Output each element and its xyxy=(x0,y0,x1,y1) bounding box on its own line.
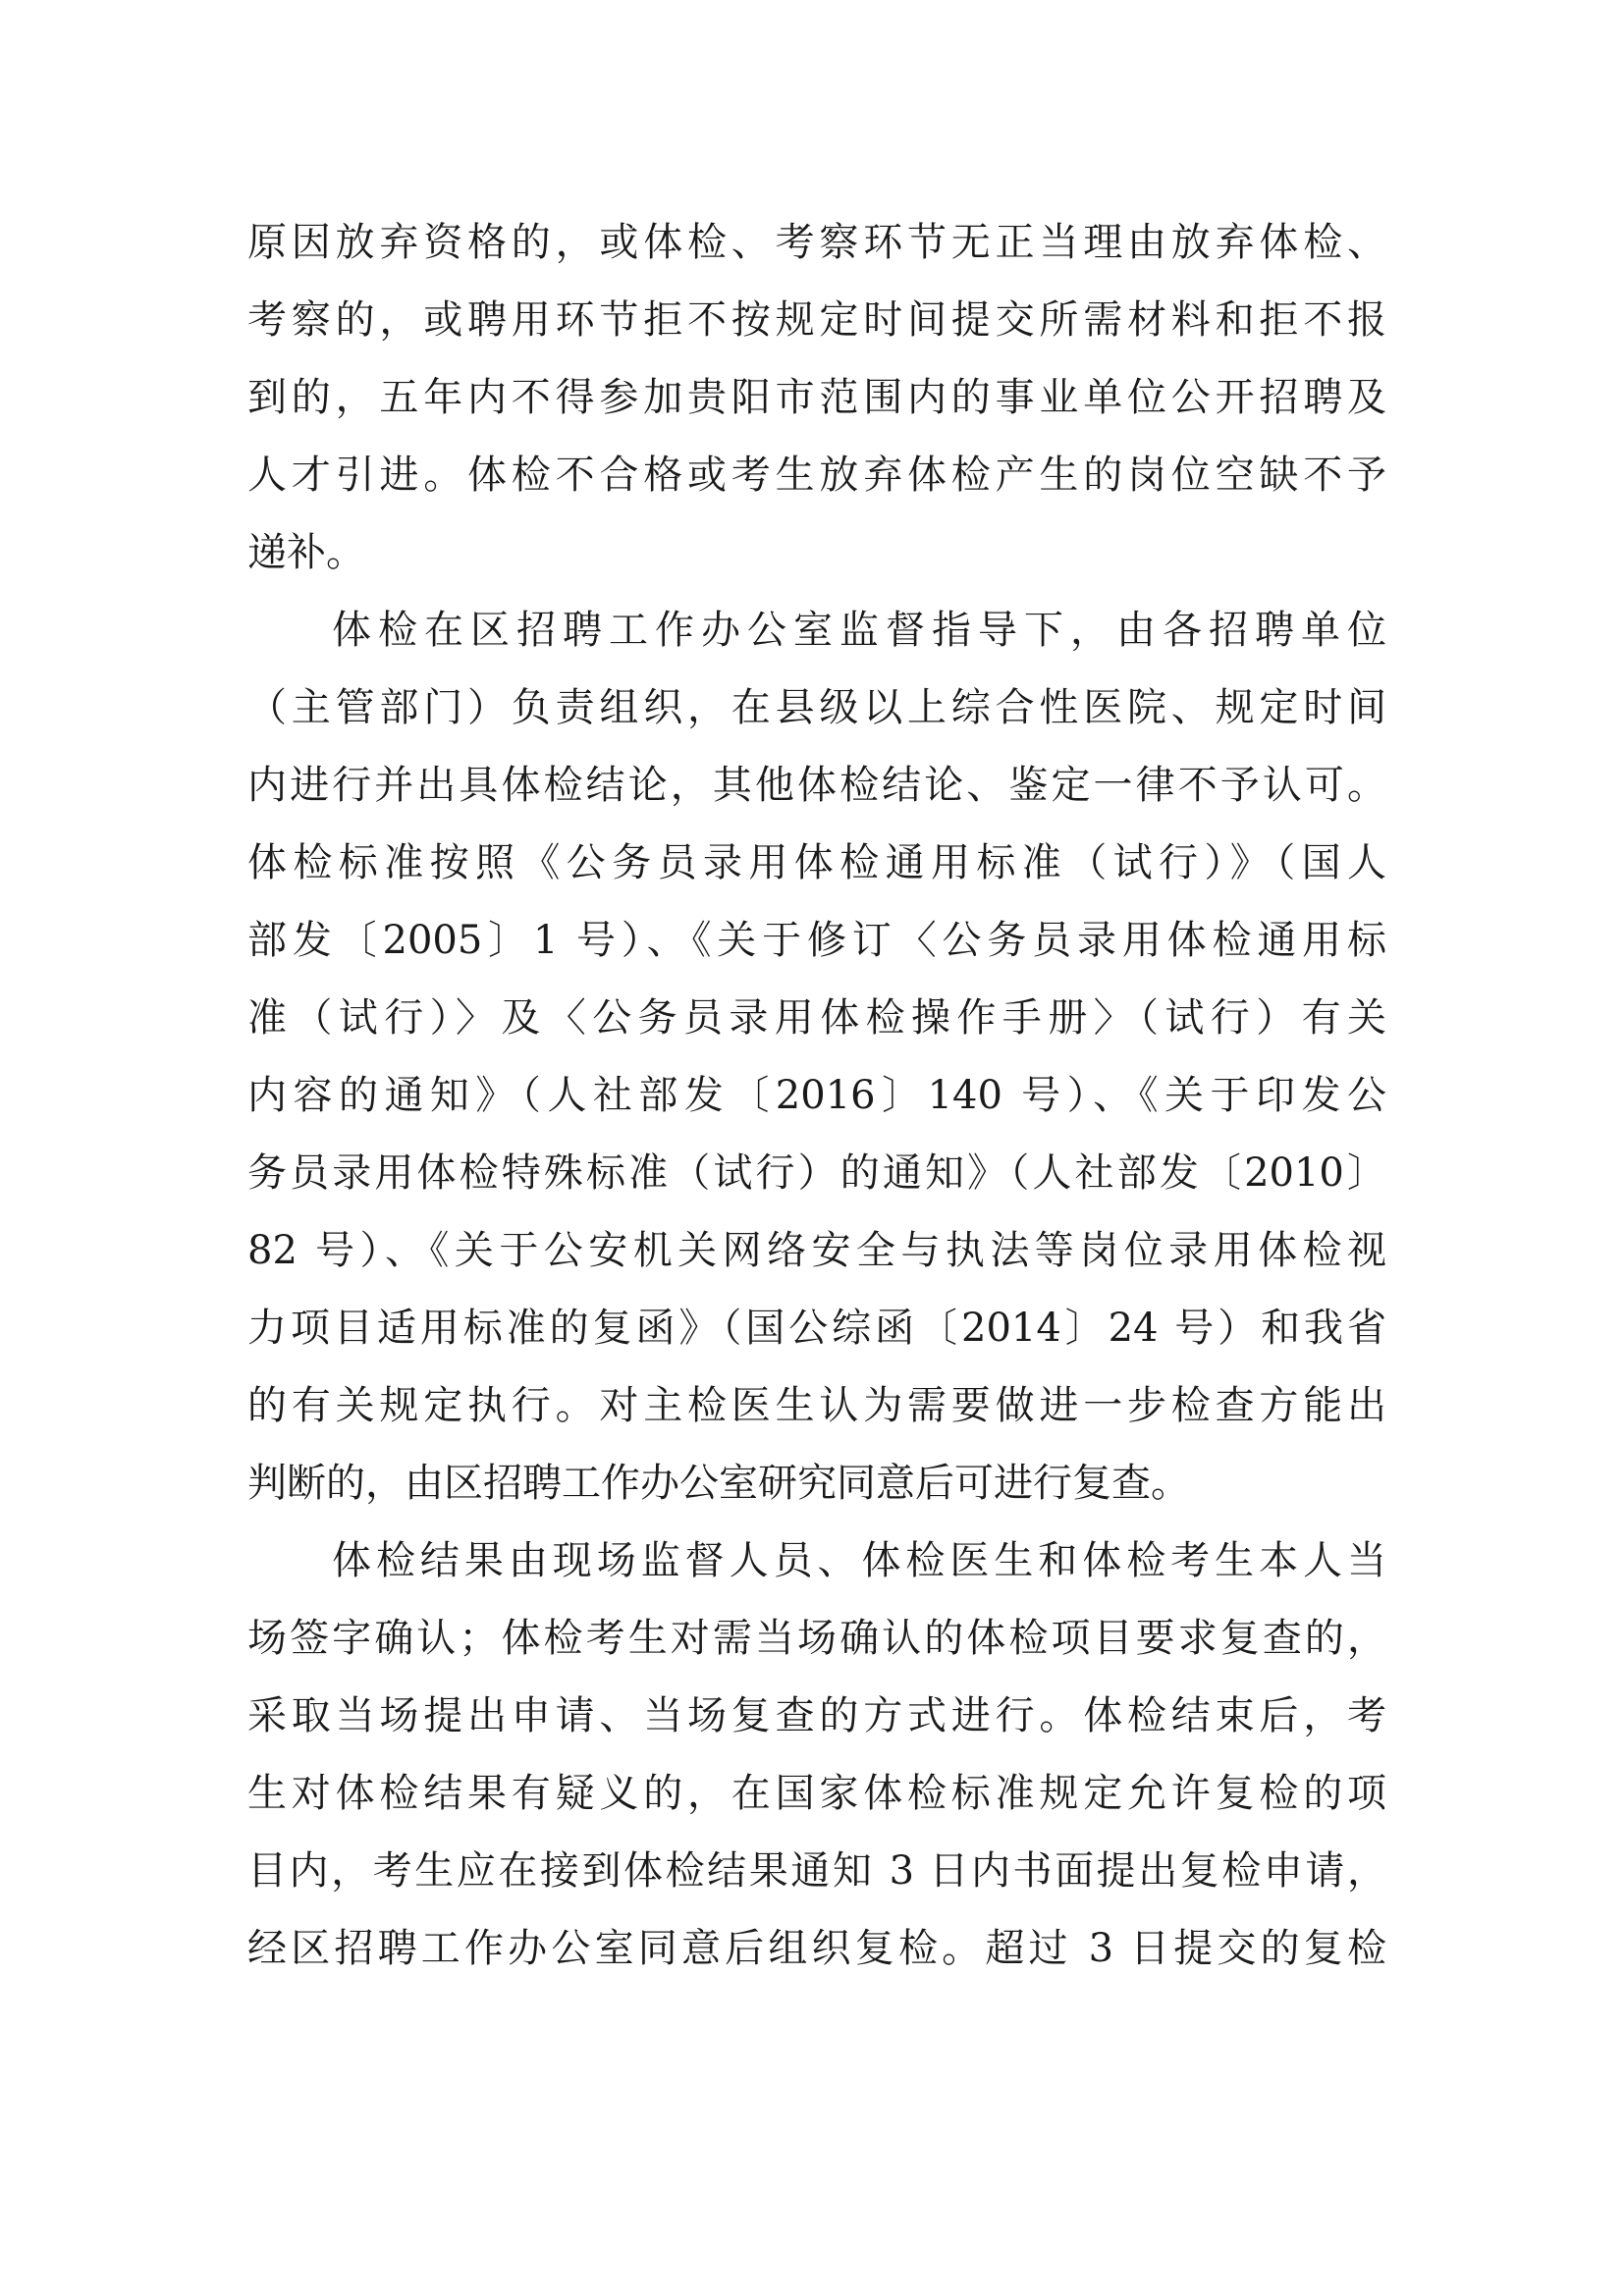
body-text xyxy=(247,204,1386,1988)
text-line: 力项目适用标准的复函》（国公综函〔2014〕24 号）和我省 xyxy=(247,1306,1386,1351)
text-line: 判断的，由区招聘工作办公室研究同意后可进行复查。 xyxy=(247,1461,1190,1506)
text-line: 考察的，或聘用环节拒不按规定时间提交所需材料和拒不报 xyxy=(247,297,1386,343)
text-line: 的有关规定执行。对主检医生认为需要做进一步检查方能出 xyxy=(247,1383,1386,1428)
text-line: 到的，五年内不得参加贵阳市范围内的事业单位公开招聘及 xyxy=(247,375,1386,420)
text-line: 采取当场提出申请、当场复查的方式进行。体检结束后，考 xyxy=(247,1693,1386,1738)
paragraph-first-line: 体检结果由现场监督人员、体检医生和体检考生本人当 xyxy=(332,1538,1386,1583)
text-line: 体检标准按照《公务员录用体检通用标准（试行）》（国人 xyxy=(247,840,1386,885)
text-line: 内进行并出具体检结论，其他体检结论、鉴定一律不予认可。 xyxy=(247,763,1386,808)
text-line: 人才引进。体检不合格或考生放弃体检产生的岗位空缺不予 xyxy=(247,453,1386,498)
text-line: 82 号）、《关于公安机关网络安全与执法等岗位录用体检视 xyxy=(247,1228,1386,1273)
text-line: 递补。 xyxy=(247,530,365,575)
text-line: 经区招聘工作办公室同意后组织复检。超过 3 日提交的复检 xyxy=(247,1926,1386,1971)
text-line: 务员录用体检特殊标准（试行）的通知》（人社部发〔2010〕 xyxy=(247,1150,1386,1196)
paragraph-first-line: 体检在区招聘工作办公室监督指导下，由各招聘单位 xyxy=(332,608,1386,653)
text-line: 准（试行）〉及〈公务员录用体检操作手册〉（试行）有关 xyxy=(247,995,1386,1041)
text-line: 生对体检结果有疑义的，在国家体检标准规定允许复检的项 xyxy=(247,1771,1386,1816)
text-line: 目内，考生应在接到体检结果通知 3 日内书面提出复检申请， xyxy=(247,1848,1386,1894)
text-line: 内容的通知》（人社部发〔2016〕140 号）、《关于印发公 xyxy=(247,1073,1386,1118)
text-line: （主管部门）负责组织，在县级以上综合性医院、规定时间 xyxy=(247,685,1386,730)
text-line: 部发〔2005〕1 号）、《关于修订〈公务员录用体检通用标 xyxy=(247,918,1386,963)
text-line: 场签字确认；体检考生对需当场确认的体检项目要求复查的， xyxy=(247,1616,1386,1661)
text-line: 原因放弃资格的，或体检、考察环节无正当理由放弃体检、 xyxy=(247,220,1386,265)
